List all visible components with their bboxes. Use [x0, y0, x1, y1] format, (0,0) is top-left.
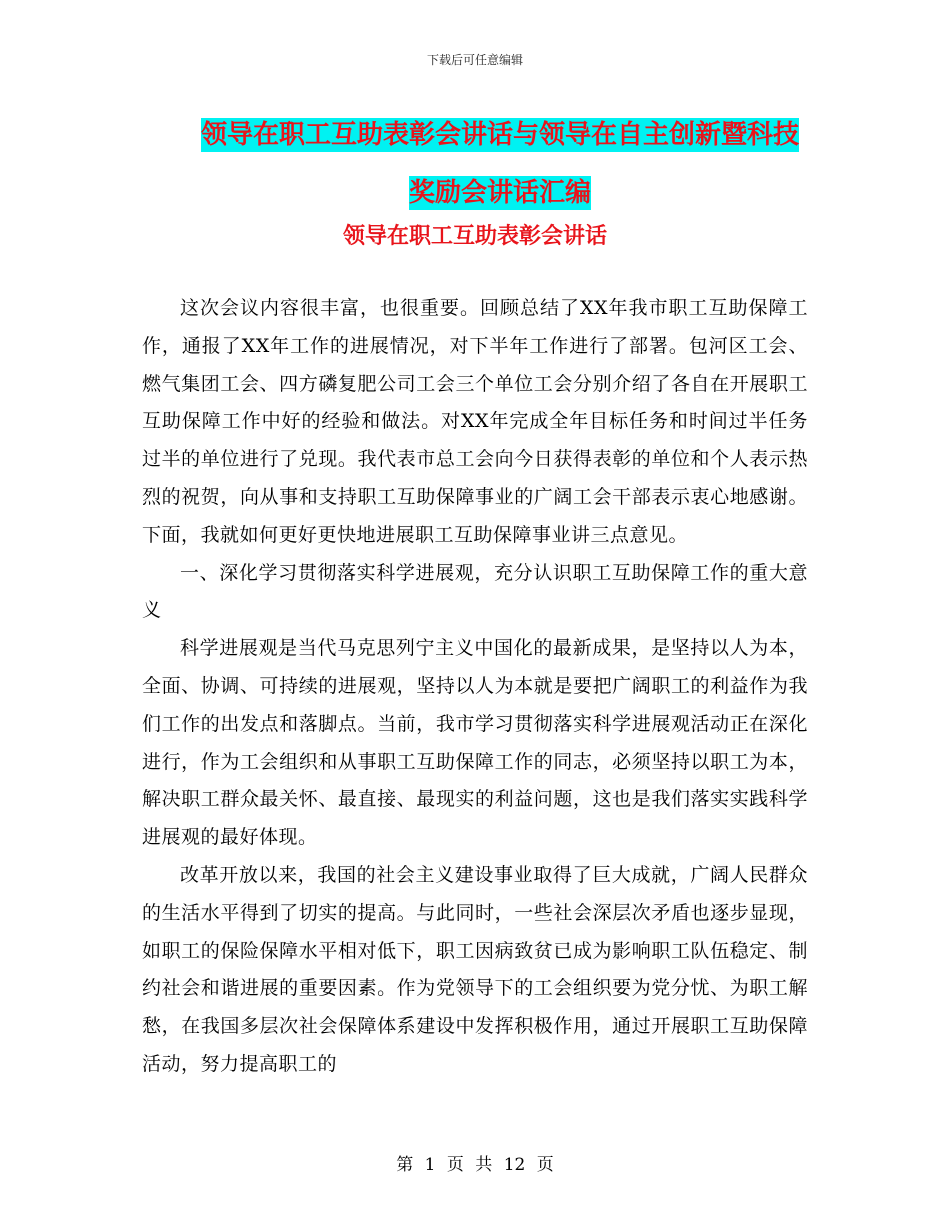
- body-paragraph: 这次会议内容很丰富，也很重要。回顾总结了XX年我市职工互助保障工作，通报了XX年工作的进展情况，对下半年工作进行了部署。包河区工会、燃气集团工会、四方磷复肥公司工会三个单位工会分别介绍了各自在开展职工互助保障工作中好的经验和做法。对XX年完成全年目标任务和时间过半任务过半的单位进行了兑现。我代表市总工会向今日获得表彰的单位和个人表示热烈的祝贺，向从事和支持职工互助保障事业的广阔工会干部表示衷心地感谢。下面，我就如何更好更快地进展职工互助保障事业讲三点意见。: [142, 297, 808, 546]
- page-number-footer: 第 1 页 共 12 页: [396, 1155, 554, 1175]
- body-paragraph-heading: 一、深化学习贯彻落实科学进展观，充分认识职工互助保障工作的重大意义: [142, 561, 808, 622]
- document-body: [142, 290, 808, 1084]
- body-paragraph: 科学进展观是当代马克思列宁主义中国化的最新成果，是坚持以人为本，全面、协调、可持续的进展观，坚持以人为本就是要把广阔职工的利益作为我们工作的出发点和落脚点。当前，我市学习贯彻落实科学进展观活动正在深化进行，作为工会组织和从事职工互助保障工作的同志，必须坚持以职工为本，解决职工群众最关怀、最直接、最现实的利益问题，这也是我们落实实践科学进展观的最好体现。: [142, 637, 808, 849]
- document-title: [140, 106, 860, 222]
- document-title-line-2: 奖励会讲话汇编: [408, 178, 591, 208]
- document-title-line-1: 领导在职工互助表彰会讲话与领导在自主创新暨科技: [200, 120, 799, 150]
- page-header-note: 下载后可任意编辑: [426, 53, 523, 67]
- section-title: 领导在职工互助表彰会讲话: [342, 223, 607, 249]
- body-paragraph: 改革开放以来，我国的社会主义建设事业取得了巨大成就，广阔人民群众的生活水平得到了切实的提高。与此同时，一些社会深层次矛盾也逐步显现，如职工的保险保障水平相对低下，职工因病致贫已成为影响职工队伍稳定、制约社会和谐进展的重要因素。作为党领导下的工会组织要为党分忧、为职工解愁，在我国多层次社会保障体系建设中发挥积极作用，通过开展职工互助保障活动，努力提高职工的: [142, 863, 808, 1075]
